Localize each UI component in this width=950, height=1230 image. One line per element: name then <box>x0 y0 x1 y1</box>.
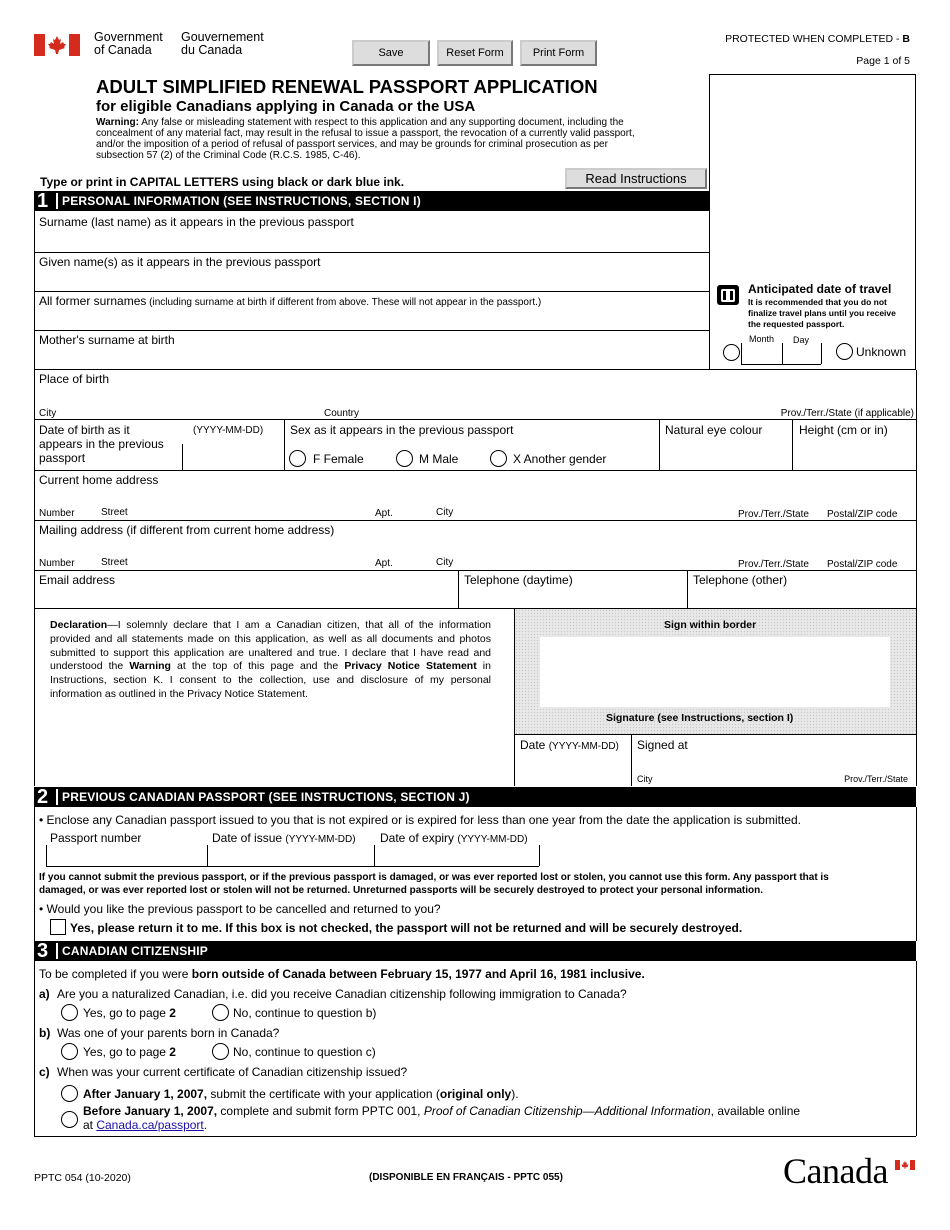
warning-text: Warning: Any false or misleading statement with respect to this application and any supporting document, including the concealment of any material fact, may result in the refusal to issue a passport, the revocation of a currently valid passport, and/or the imposition of a period of refusal of passport services, and may be grounds for criminal prosecution as per subsection 57 (2) of the Criminal Code (R.C.S. 1985, C-46). <box>96 117 635 161</box>
calendar-icon <box>716 284 740 306</box>
section-3-header: 3 CANADIAN CITIZENSHIP <box>34 941 916 961</box>
qc-after-label: After January 1, 2007, submit the certificate with your application (original only). <box>83 1087 519 1101</box>
pob-city-label: City <box>39 408 57 419</box>
date-of-issue-label: Date of issue (YYYY-MM-DD) <box>212 831 356 845</box>
form-title: ADULT SIMPLIFIED RENEWAL PASSPORT APPLICATION <box>96 76 598 97</box>
qa-no-radio[interactable] <box>212 1004 229 1021</box>
tel-daytime-label: Telephone (daytime) <box>464 573 573 587</box>
surname-input[interactable] <box>36 230 708 251</box>
signed-at-input[interactable] <box>634 754 914 772</box>
sex-x-radio[interactable] <box>490 450 507 467</box>
travel-month-label: Month <box>749 334 775 344</box>
travel-month-input[interactable] <box>743 344 780 363</box>
date-of-expiry-input[interactable] <box>376 846 537 865</box>
signed-city-label: City <box>637 774 653 784</box>
sign-within-border-label: Sign within border <box>664 619 757 631</box>
tel-daytime-input[interactable] <box>461 589 685 607</box>
home-city-label: City <box>436 507 454 518</box>
french-availability: (DISPONIBLE EN FRANÇAIS - PPTC 055) <box>369 1172 563 1183</box>
qc-before-radio[interactable] <box>61 1111 78 1128</box>
home-street-label: Street <box>101 507 128 518</box>
pob-country-label: Country <box>324 408 360 419</box>
mail-number-label: Number <box>39 558 75 569</box>
mailing-address-input[interactable] <box>36 538 914 556</box>
mother-surname-label: Mother's surname at birth <box>39 333 175 347</box>
passport-number-input[interactable] <box>48 846 205 865</box>
reset-form-button[interactable]: Reset Form <box>437 40 513 66</box>
qc-after-radio[interactable] <box>61 1085 78 1102</box>
qc-before-link-line: at Canada.ca/passport. <box>83 1118 208 1132</box>
place-of-birth-label: Place of birth <box>39 372 110 386</box>
given-name-label: Given name(s) as it appears in the previous passport <box>39 255 321 269</box>
enclose-passport-text: • Enclose any Canadian passport issued to you that is not expired or is expired for less than one year from the date the application is submitted. <box>39 813 801 827</box>
signature-field[interactable] <box>540 637 890 707</box>
sex-m-label: M Male <box>419 452 459 466</box>
return-passport-checkbox[interactable] <box>50 919 66 935</box>
qa-yes-label: Yes, go to page 2 <box>83 1006 176 1020</box>
surname-label: Surname (last name) as it appears in the previous passport <box>39 215 354 229</box>
mail-street-label: Street <box>101 557 128 568</box>
mail-prov-label: Prov./Terr./State <box>738 559 809 570</box>
question-c-text: When was your current certificate of Canadian citizenship issued? <box>57 1065 408 1079</box>
canada-passport-link[interactable]: Canada.ca/passport <box>96 1118 204 1132</box>
declaration-text: Declaration—I solemnly declare that I am a Canadian citizen, that all of the information provided and all statements made on this application, as well as all documents and photos submitted to support this application are unaltered and true. I declare that I have read and understood the Warning at the top of this page and the Privacy Notice Statement in Instructions, section K. I consent to the collection, use and disclosure of my personal information as outlined in the Privacy Notice Statement. <box>50 619 491 700</box>
travel-day-label: Day <box>793 335 810 345</box>
dob-input[interactable] <box>184 444 282 469</box>
email-label: Email address <box>39 573 116 587</box>
qb-yes-radio[interactable] <box>61 1043 78 1060</box>
read-instructions-button[interactable]: Read Instructions <box>565 168 707 189</box>
canada-flag-logo <box>34 34 80 56</box>
sex-x-label: X Another gender <box>513 452 607 466</box>
form-subtitle: for eligible Canadians applying in Canada or the USA <box>96 98 476 115</box>
sex-f-label: F Female <box>313 452 364 466</box>
signature-label: Signature (see Instructions, section I) <box>606 712 794 724</box>
wordmark-flag-icon <box>895 1160 915 1170</box>
travel-day-input[interactable] <box>784 344 820 363</box>
question-b-letter: b) <box>39 1026 51 1040</box>
dob-format: (YYYY-MM-DD) <box>193 425 264 436</box>
sex-f-radio[interactable] <box>289 450 306 467</box>
pob-prov-label: Prov./Terr./State (if applicable) <box>780 408 914 419</box>
travel-date-title: Anticipated date of travel <box>748 282 892 296</box>
home-address-label: Current home address <box>39 473 159 487</box>
section-1-header: 1 PERSONAL INFORMATION (SEE INSTRUCTIONS, SECTION I) <box>34 191 710 211</box>
save-button[interactable]: Save <box>352 40 430 66</box>
tel-other-input[interactable] <box>690 589 914 607</box>
question-a-text: Are you a naturalized Canadian, i.e. did you receive Canadian citizenship following immigration to Canada? <box>57 987 627 1001</box>
former-surnames-input[interactable] <box>36 309 708 329</box>
place-of-birth-input[interactable] <box>36 387 914 407</box>
signed-at-label: Signed at <box>637 738 688 752</box>
ink-instruction: Type or print in CAPITAL LETTERS using black or dark blue ink. <box>40 175 405 189</box>
print-form-button[interactable]: Print Form <box>520 40 597 66</box>
given-name-input[interactable] <box>36 270 708 290</box>
former-surnames-label: All former surnames (including surname at birth if different from above. These will not appear in the passport.) <box>39 294 542 308</box>
height-label: Height (cm or in) <box>799 423 888 437</box>
canada-wordmark: Canada <box>783 1151 888 1191</box>
signed-prov-label: Prov./Terr./State <box>844 774 908 784</box>
qb-no-radio[interactable] <box>212 1043 229 1060</box>
return-passport-label: Yes, please return it to me. If this box is not checked, the passport will not be returned and will be securely destroyed. <box>70 921 743 935</box>
qb-yes-label: Yes, go to page 2 <box>83 1045 176 1059</box>
section-2-header: 2 PREVIOUS CANADIAN PASSPORT (SEE INSTRUCTIONS, SECTION J) <box>34 787 916 807</box>
question-c-letter: c) <box>39 1065 50 1079</box>
passport-number-label: Passport number <box>50 831 142 845</box>
dob-label: Date of birth as it appears in the previous passport <box>39 423 164 465</box>
qa-no-label: No, continue to question b) <box>233 1006 377 1020</box>
passport-warning-text: If you cannot submit the previous passport, or if the previous passport is damaged, or was ever reported lost or stolen, you cannot use this form. Any passport that is damaged, or was ever reported lost or stolen will not be returned. Unreturned passports will be securely destroyed to protect your personal information. <box>39 872 829 896</box>
home-postal-label: Postal/ZIP code <box>827 509 898 520</box>
date-of-expiry-label: Date of expiry (YYYY-MM-DD) <box>380 831 528 845</box>
mother-surname-input[interactable] <box>36 348 708 368</box>
date-of-issue-input[interactable] <box>209 846 372 865</box>
mail-postal-label: Postal/ZIP code <box>827 559 898 570</box>
page-number: Page 1 of 5 <box>856 55 910 67</box>
email-input[interactable] <box>36 589 456 607</box>
travel-unknown-label: Unknown <box>856 345 907 359</box>
gov-en: Government of Canada <box>94 30 163 57</box>
tel-other-label: Telephone (other) <box>693 573 788 587</box>
travel-unknown-radio[interactable] <box>836 343 853 360</box>
gov-fr: Gouvernement du Canada <box>181 30 264 57</box>
citizenship-intro: To be completed if you were born outside of Canada between February 15, 1977 and April 16, 1981 inclusive. <box>39 967 645 981</box>
height-input[interactable] <box>795 440 914 468</box>
qa-yes-radio[interactable] <box>61 1004 78 1021</box>
qb-no-label: No, continue to question c) <box>233 1045 376 1059</box>
mailing-address-label: Mailing address (if different from current home address) <box>39 523 335 537</box>
eye-colour-input[interactable] <box>662 440 790 468</box>
protected-label: PROTECTED WHEN COMPLETED - B <box>725 33 910 45</box>
eye-colour-label: Natural eye colour <box>665 423 763 437</box>
decl-date-input[interactable] <box>517 754 629 784</box>
decl-date-label: Date (YYYY-MM-DD) <box>520 738 619 752</box>
qc-before-label: Before January 1, 2007, complete and submit form PPTC 001, Proof of Canadian Citizenship—Additional Information, available online <box>83 1104 801 1118</box>
question-b-text: Was one of your parents born in Canada? <box>57 1026 280 1040</box>
form-code: PPTC 054 (10-2020) <box>34 1172 131 1184</box>
home-apt-label: Apt. <box>375 508 393 519</box>
home-number-label: Number <box>39 508 75 519</box>
sex-m-radio[interactable] <box>396 450 413 467</box>
question-a-letter: a) <box>39 987 50 1001</box>
mail-city-label: City <box>436 557 454 568</box>
home-address-input[interactable] <box>36 488 914 506</box>
travel-date-radio[interactable] <box>723 344 740 361</box>
home-prov-label: Prov./Terr./State <box>738 509 809 520</box>
mail-apt-label: Apt. <box>375 558 393 569</box>
sex-label: Sex as it appears in the previous passport <box>290 423 514 437</box>
return-question: • Would you like the previous passport to be cancelled and returned to you? <box>39 902 441 916</box>
travel-date-note: It is recommended that you do not finalize travel plans until you receive the requested passport. <box>748 297 896 329</box>
